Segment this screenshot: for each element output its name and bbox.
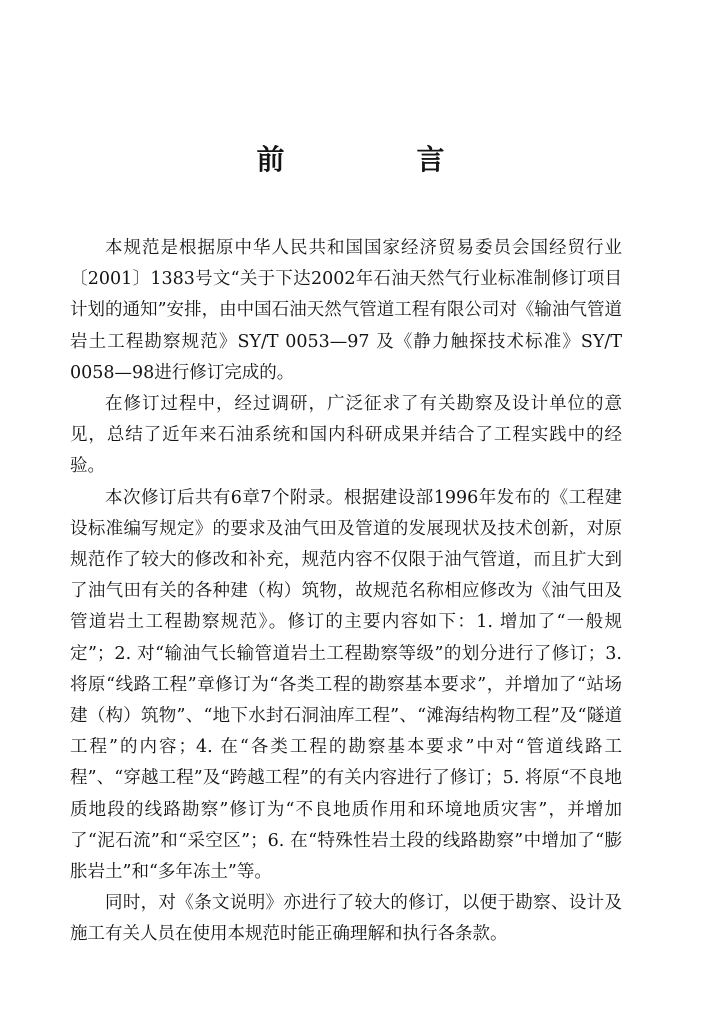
paragraph-process: 在修订过程中，经过调研，广泛征求了有关勘察及设计单位的意见，总结了近年来石油系统和国内科研成果并结合了工程实践中的经验。 xyxy=(70,394,622,477)
page-title: 前 言 xyxy=(256,143,497,176)
paragraph-basis: 本规范是根据原中华人民共和国国家经济贸易委员会国经贸行业〔2001〕1383号文“关于下达2002年石油天然气行业标准制修订项目计划的通知”安排，由中国石油天然气管道工程有限公司对《输油气管道岩土工程勘察规范》SY/T 0053—97 及《静力触探技术标准》SY/T 0058—98进行修订完成的。 xyxy=(70,238,622,383)
document-body xyxy=(70,233,622,951)
paragraph-explanation: 同时，对《条文说明》亦进行了较大的修订，以便于勘察、设计及施工有关人员在使用本规范时能正确理解和执行各条款。 xyxy=(70,893,622,945)
paragraph-revisions: 本次修订后共有6章7个附录。根据建设部1996年发布的《工程建设标准编写规定》的要求及油气田及管道的发展现状及技术创新，对原规范作了较大的修改和补充，规范内容不仅限于油气管道，而且扩大到了油气田有关的各种建（构）筑物，故规范名称相应修改为《油气田及管道岩土工程勘察规范》。修订的主要内容如下：1. 增加了“一般规定”；2. 对“输油气长输管道岩土工程勘察等级”的划分进行了修订；3. 将原“线路工程”章修订为“各类工程的勘察基本要求”，并增加了“站场建（构）筑物”、“地下水封石洞油库工程”、“滩海结构物工程”及“隧道工程”的内容；4. 在“各类工程的勘察基本要求”中对“管道线路工程”、“穿越工程”及“跨越工程”的有关内容进行了修订；5. 将原“不良地质地段的线路勘察”修订为“不良地质作用和环境地质灾害”，并增加了“泥石流”和“采空区”；6. 在“特殊性岩土段的线路勘察”中增加了“膨胀岩土”和“多年冻土”等。 xyxy=(70,487,622,883)
